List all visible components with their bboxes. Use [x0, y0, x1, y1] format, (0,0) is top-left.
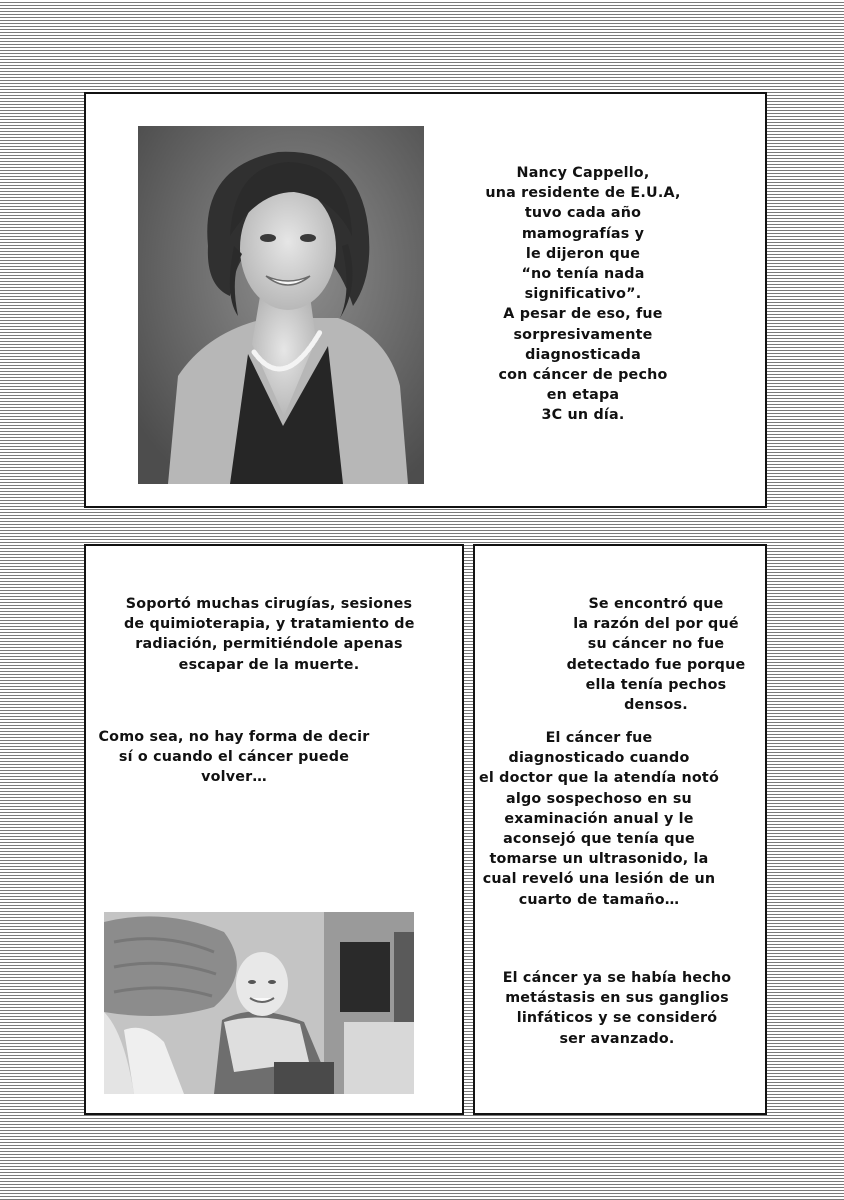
- intro-line: mamografías y: [521, 225, 645, 242]
- patient-in-chair-photo: [104, 912, 414, 1094]
- intro-text: [478, 163, 688, 426]
- intro-line: una residente de E.U.A,: [485, 185, 681, 202]
- intro-line: con cáncer de pecho: [498, 367, 668, 384]
- dense-breasts-text: [565, 594, 747, 715]
- diagnosis-line: El cáncer fue: [545, 730, 653, 746]
- intro-line: Nancy Cappello,: [516, 165, 650, 181]
- dense-breasts-line: su cáncer no fue: [587, 636, 725, 653]
- intro-line: 3C un día.: [541, 407, 625, 424]
- intro-line: tuvo cada año: [524, 205, 642, 222]
- dense-breasts-line: la razón del por qué: [573, 616, 739, 633]
- diagnosis-line: el doctor que la atendía notó: [479, 770, 719, 787]
- diagnosis-line: cuarto de tamaño…: [518, 891, 680, 908]
- diagnosis-line: tomarse un ultrasonido, la: [489, 851, 709, 868]
- intro-line: diagnosticada: [525, 346, 641, 363]
- dense-breasts-line: ella tenía pechos: [585, 676, 727, 693]
- intro-line: sorpresivamente: [513, 326, 653, 343]
- recurrence-text: [94, 727, 374, 788]
- diagnosis-text: [479, 728, 719, 910]
- recurrence-line: sí o cuando el cáncer puede: [118, 749, 350, 766]
- recurrence-line: volver…: [201, 769, 267, 786]
- recurrence-line: Como sea, no hay forma de decir: [98, 729, 370, 745]
- woman-portrait-photo: [138, 126, 424, 484]
- top-panel: [84, 92, 767, 508]
- dense-breasts-line: densos.: [624, 697, 688, 714]
- treatment-text: [124, 594, 414, 675]
- intro-line: en etapa: [546, 387, 620, 404]
- treatment-line: radiación, permitiéndole apenas: [135, 636, 403, 653]
- treatment-line: Soportó muchas cirugías, sesiones: [125, 596, 413, 612]
- diagnosis-line: examinación anual y le: [504, 810, 694, 827]
- diagnosis-line: diagnosticado cuando: [508, 750, 690, 767]
- intro-line: le dijeron que: [525, 245, 641, 262]
- intro-line: A pesar de eso, fue: [503, 306, 663, 323]
- diagnosis-line: cual reveló una lesión de un: [482, 871, 716, 888]
- bottom-left-panel: [84, 544, 464, 1115]
- dense-breasts-line: detectado fue porque: [566, 656, 746, 673]
- bottom-right-panel: [473, 544, 767, 1115]
- metastasis-line: linfáticos y se consideró: [516, 1010, 718, 1027]
- intro-line: significativo”.: [524, 286, 642, 303]
- metastasis-line: ser avanzado.: [559, 1030, 675, 1047]
- intro-line: “no tenía nada: [521, 266, 645, 283]
- metastasis-text: [497, 968, 737, 1049]
- treatment-line: de quimioterapia, y tratamiento de: [124, 616, 415, 633]
- diagnosis-line: algo sospechoso en su: [506, 790, 692, 807]
- metastasis-line: El cáncer ya se había hecho: [502, 970, 732, 986]
- diagnosis-line: aconsejó que tenía que: [503, 831, 695, 848]
- dense-breasts-line: Se encontró que: [588, 596, 724, 612]
- treatment-line: escapar de la muerte.: [178, 656, 360, 673]
- metastasis-line: metástasis en sus ganglios: [505, 990, 729, 1007]
